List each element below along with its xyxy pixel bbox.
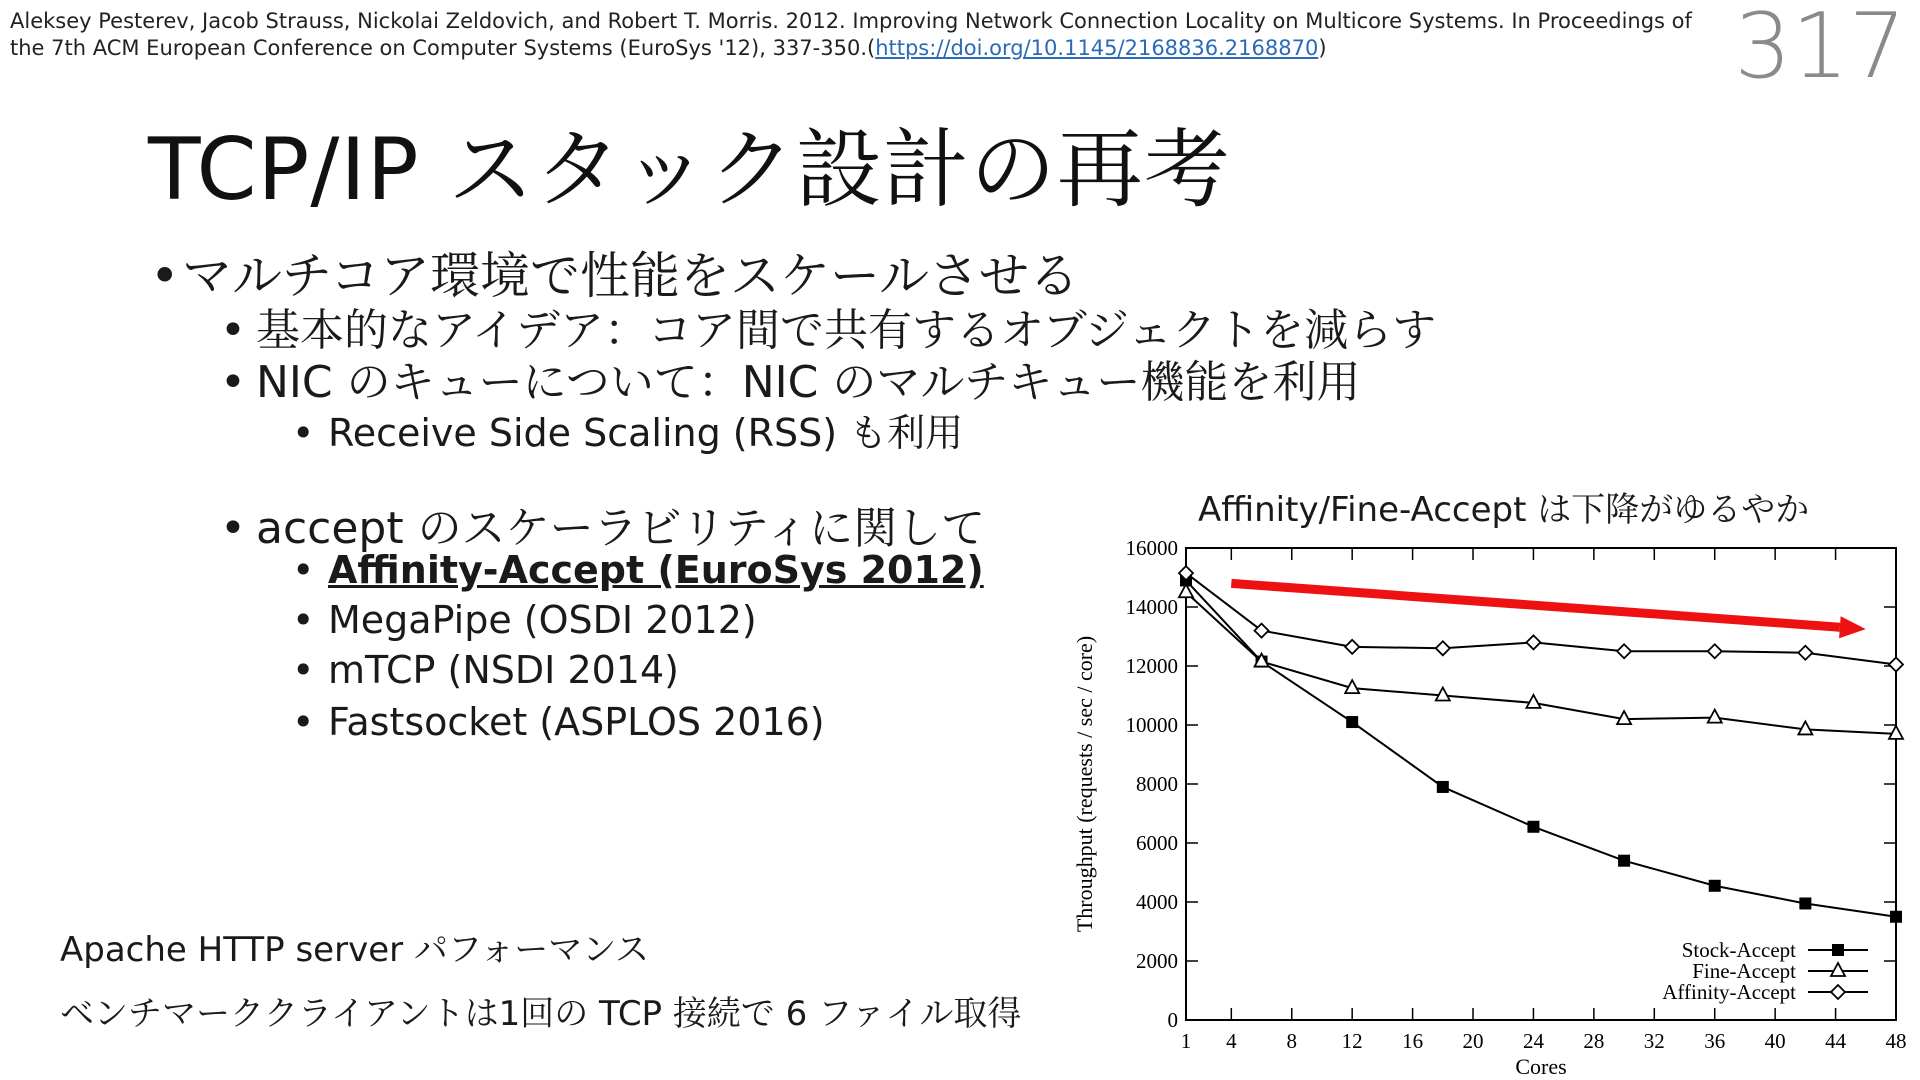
diamond-marker xyxy=(1436,641,1450,655)
y-tick-label: 8000 xyxy=(1136,772,1178,796)
bullet-2-text: accept のスケーラビリティに関して xyxy=(256,503,986,554)
bullet-dot-icon: • xyxy=(292,548,315,592)
diamond-marker xyxy=(1708,644,1722,658)
bullet-2-3 xyxy=(292,648,679,692)
doi-link[interactable]: https://doi.org/10.1145/2168836.2168870 xyxy=(875,36,1319,60)
bullet-2-3-text: mTCP (NSDI 2014) xyxy=(328,648,679,692)
bullet-dot-icon: • xyxy=(220,305,246,356)
diamond-marker xyxy=(1798,646,1812,660)
bullet-1-2-1-text: Receive Side Scaling (RSS) も利用 xyxy=(328,411,964,455)
bullet-1-2-text: NIC のキューについて：NIC のマルチキュー機能を利用 xyxy=(256,357,1361,408)
bullet-1-2 xyxy=(220,346,1360,410)
x-tick-label: 24 xyxy=(1522,1029,1544,1053)
bullet-2 xyxy=(220,492,985,556)
bullet-2-2-text: MegaPipe (OSDI 2012) xyxy=(328,598,757,642)
bullet-dot-icon: • xyxy=(292,700,315,744)
slide-title: TCP/IP スタック設計の再考 xyxy=(148,120,1231,220)
bullet-1-2-1 xyxy=(292,402,963,457)
note-benchmark: ベンチマーククライアントは1回の TCP 接続で 6 ファイル取得 xyxy=(60,994,1022,1034)
y-tick-label: 2000 xyxy=(1136,949,1178,973)
bullet-2-4 xyxy=(292,700,825,744)
square-marker xyxy=(1618,855,1630,867)
bullet-1-text: マルチコア環境で性能をスケールさせる xyxy=(182,247,1079,305)
x-axis-label: Cores xyxy=(1515,1054,1567,1079)
triangle-marker xyxy=(1436,688,1450,701)
diamond-marker xyxy=(1831,985,1845,999)
throughput-chart xyxy=(1070,530,1910,1080)
legend-label: Affinity-Accept xyxy=(1662,980,1796,1004)
page-number: 317 xyxy=(1734,0,1906,99)
square-marker xyxy=(1799,897,1811,909)
square-marker xyxy=(1437,781,1449,793)
square-marker xyxy=(1890,911,1902,923)
y-tick-label: 10000 xyxy=(1125,713,1178,737)
triangle-marker xyxy=(1526,695,1540,708)
y-axis-label: Throughput (requests / sec / core) xyxy=(1072,635,1097,933)
x-tick-label: 44 xyxy=(1825,1029,1847,1053)
reference-suffix: ) xyxy=(1318,36,1327,60)
reference-text: Aleksey Pesterev, Jacob Strauss, Nickolai Zeldovich, and Robert T. Morris. 2012. Improving Network Connection Locality on Multicore Systems. In Proceedings of the 7th ACM European Conference on Computer Systems (EuroSys '12), 337-350.( xyxy=(10,9,1692,60)
y-tick-label: 12000 xyxy=(1125,654,1178,678)
bullet-2-1 xyxy=(292,548,984,592)
diamond-marker xyxy=(1526,635,1540,649)
square-marker xyxy=(1709,880,1721,892)
x-tick-label: 28 xyxy=(1583,1029,1605,1053)
x-tick-label: 20 xyxy=(1462,1029,1484,1053)
y-tick-label: 6000 xyxy=(1136,831,1178,855)
x-tick-label: 48 xyxy=(1885,1029,1907,1053)
x-tick-label: 16 xyxy=(1402,1029,1424,1053)
x-tick-label: 36 xyxy=(1704,1029,1726,1053)
chart-caption: Affinity/Fine-Accept は下降がゆるやか xyxy=(1198,490,1810,530)
triangle-marker xyxy=(1708,710,1722,723)
square-marker xyxy=(1832,944,1844,956)
reference-citation xyxy=(10,8,1710,62)
bullet-2-2 xyxy=(292,598,757,642)
square-marker xyxy=(1346,716,1358,728)
x-tick-label: 12 xyxy=(1341,1029,1363,1053)
x-tick-label: 1 xyxy=(1180,1029,1192,1053)
y-tick-label: 16000 xyxy=(1125,536,1178,560)
series-line-fine-accept xyxy=(1186,592,1896,734)
trend-arrow-head-icon xyxy=(1839,616,1866,638)
diamond-marker xyxy=(1617,644,1631,658)
y-tick-label: 4000 xyxy=(1136,890,1178,914)
bullet-dot-icon: • xyxy=(220,503,246,554)
triangle-marker xyxy=(1831,963,1845,976)
bullet-dot-icon: • xyxy=(150,247,180,305)
triangle-marker xyxy=(1889,726,1903,739)
series-line-stock-accept xyxy=(1186,580,1896,916)
bullet-2-1-text: Affinity-Accept (EuroSys 2012) xyxy=(328,548,984,592)
y-tick-label: 0 xyxy=(1167,1008,1178,1032)
trend-arrow-line xyxy=(1231,583,1840,627)
x-tick-label: 32 xyxy=(1643,1029,1665,1053)
diamond-marker xyxy=(1345,640,1359,654)
legend-label: Stock-Accept xyxy=(1681,938,1796,962)
bullet-dot-icon: • xyxy=(292,648,315,692)
bullet-dot-icon: • xyxy=(220,357,246,408)
bullet-dot-icon: • xyxy=(292,411,315,455)
bullet-2-4-text: Fastsocket (ASPLOS 2016) xyxy=(328,700,825,744)
series-affinity-accept xyxy=(1179,566,1903,671)
bullet-dot-icon: • xyxy=(292,598,315,642)
x-tick-label: 8 xyxy=(1286,1029,1297,1053)
legend-label: Fine-Accept xyxy=(1692,959,1796,983)
x-tick-label: 4 xyxy=(1226,1029,1237,1053)
x-tick-label: 40 xyxy=(1764,1029,1786,1053)
square-marker xyxy=(1527,821,1539,833)
bullet-1-1-text: 基本的なアイデア：コア間で共有するオブジェクトを減らす xyxy=(256,305,1437,356)
diamond-marker xyxy=(1889,658,1903,672)
note-apache: Apache HTTP server パフォーマンス xyxy=(60,930,650,970)
y-tick-label: 14000 xyxy=(1125,595,1178,619)
